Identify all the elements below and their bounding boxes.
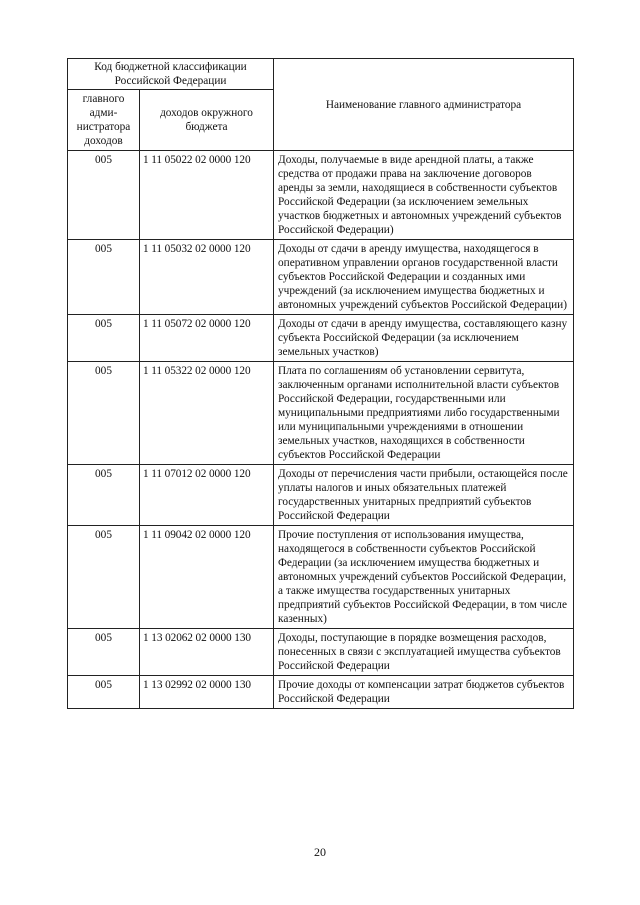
income-name-cell: Прочие поступления от использования имущества, находящегося в собственности субъектов Российской Федерации (за исключением имущества бюджетных и автономных учреждений субъектов Российской Федерации, а также имущества государственных унитарных предприятий субъектов Российской Федерации, в том числе казенных) [274, 526, 574, 629]
admin-code-cell: 005 [68, 629, 140, 676]
header-admin-code: главного адми-нистратора доходов [68, 90, 140, 151]
table-row [68, 240, 574, 315]
income-name-cell: Доходы от сдачи в аренду имущества, составляющего казну субъекта Российской Федерации (за исключением земельных участков) [274, 315, 574, 362]
admin-code-cell: 005 [68, 362, 140, 465]
admin-code-cell: 005 [68, 465, 140, 526]
income-code-cell: 1 11 09042 02 0000 120 [140, 526, 274, 629]
income-code-cell: 1 11 05072 02 0000 120 [140, 315, 274, 362]
table-row [68, 629, 574, 676]
income-code-cell: 1 11 05022 02 0000 120 [140, 151, 274, 240]
income-name-cell: Прочие доходы от компенсации затрат бюджетов субъектов Российской Федерации [274, 676, 574, 709]
admin-code-cell: 005 [68, 151, 140, 240]
table-row [68, 315, 574, 362]
table-row [68, 676, 574, 709]
income-code-cell: 1 13 02062 02 0000 130 [140, 629, 274, 676]
admin-code-cell: 005 [68, 526, 140, 629]
income-name-cell: Плата по соглашениям об установлении сервитута, заключенным органами исполнительной власти субъектов Российской Федерации, государственными или муниципальными предприятиями либо государственными или муниципальными учреждениями в отношении земельных участков, находящихся в собственности субъектов Российской Федерации [274, 362, 574, 465]
header-row-group [68, 59, 574, 90]
header-income-code: доходов окружного бюджета [140, 90, 274, 151]
page-number: 20 [314, 845, 326, 859]
income-name-cell: Доходы от перечисления части прибыли, остающейся после уплаты налогов и иных обязательных платежей государственных унитарных предприятий субъектов Российской Федерации [274, 465, 574, 526]
income-code-cell: 1 11 05032 02 0000 120 [140, 240, 274, 315]
income-name-cell: Доходы, получаемые в виде арендной платы, а также средства от продажи права на заключение договоров аренды за земли, находящиеся в собственности субъектов Российской Федерации (за исключением земельных участков бюджетных и автономных учреждений субъектов Российской Федерации) [274, 151, 574, 240]
table-row [68, 151, 574, 240]
table-row [68, 465, 574, 526]
header-group-title: Код бюджетной классификации Российской Федерации [68, 59, 274, 90]
header-admin-name: Наименование главного администратора [274, 59, 574, 151]
admin-code-cell: 005 [68, 240, 140, 315]
admin-code-cell: 005 [68, 676, 140, 709]
income-code-cell: 1 11 05322 02 0000 120 [140, 362, 274, 465]
income-name-cell: Доходы, поступающие в порядке возмещения расходов, понесенных в связи с эксплуатацией имущества субъектов Российской Федерации [274, 629, 574, 676]
table-row [68, 526, 574, 629]
budget-classification-table [67, 58, 574, 709]
admin-code-cell: 005 [68, 315, 140, 362]
table-row [68, 362, 574, 465]
table-body [68, 151, 574, 709]
income-code-cell: 1 13 02992 02 0000 130 [140, 676, 274, 709]
income-name-cell: Доходы от сдачи в аренду имущества, находящегося в оперативном управлении органов государственной власти субъектов Российской Федерации и созданных ими учреждений (за исключением имущества бюджетных и автономных учреждений субъектов Российской Федерации) [274, 240, 574, 315]
income-code-cell: 1 11 07012 02 0000 120 [140, 465, 274, 526]
